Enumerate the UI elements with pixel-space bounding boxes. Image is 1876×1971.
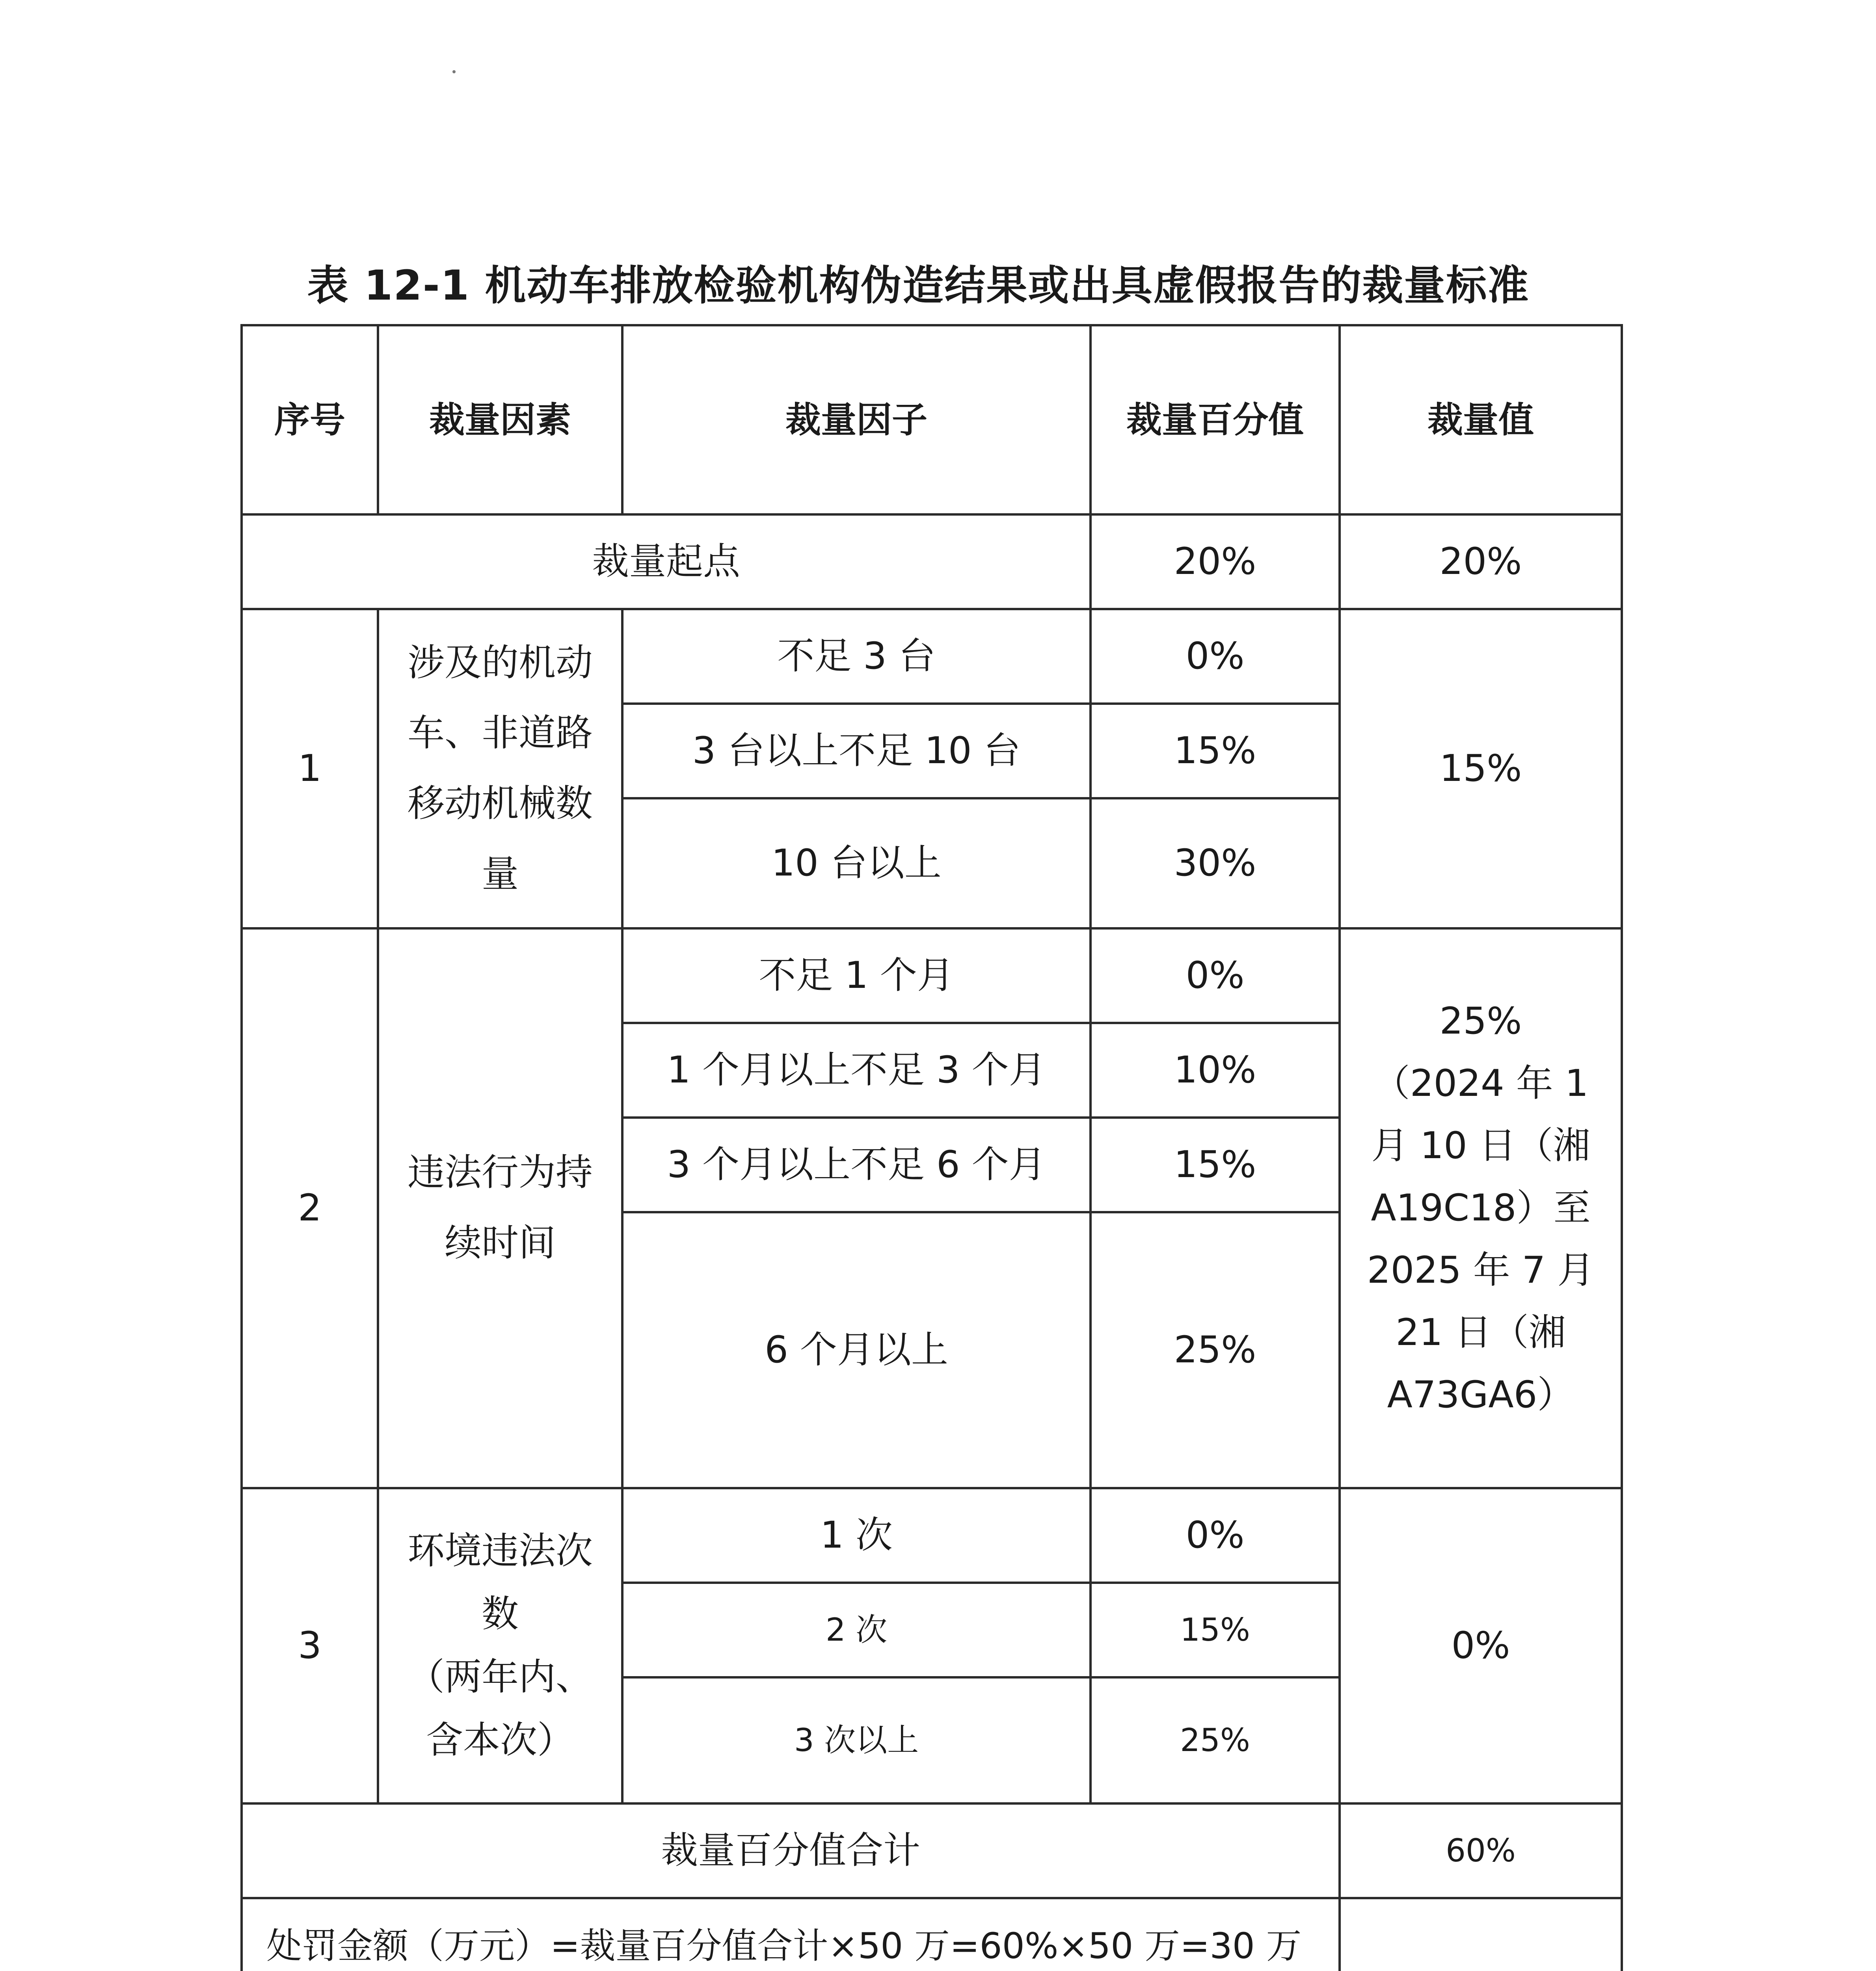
description-empty-cell: [1340, 1898, 1622, 1971]
factor2-item-label: 不足 1 个月: [622, 928, 1091, 1023]
factor2-name: [378, 928, 622, 1488]
factor2-value-line: 2025 年 7 月: [1367, 1248, 1595, 1292]
start-percent: 20%: [1091, 514, 1340, 609]
factor1-item-label: 不足 3 台: [622, 609, 1091, 704]
factor1-name-line: 涉及的机动: [407, 641, 593, 684]
header-seq: 序号: [242, 325, 378, 514]
factor2-value: [1340, 928, 1622, 1488]
factor2-value-line: 月 10 日（湘: [1371, 1124, 1590, 1168]
header-sub-factor: 裁量因子: [622, 325, 1091, 514]
factor1-name: [378, 609, 622, 928]
factor1-item-percent: 30%: [1091, 798, 1340, 928]
factor1-seq: 1: [242, 609, 378, 928]
factor3-name: [378, 1488, 622, 1803]
penalty-formula: 处罚金额（万元）=裁量百分值合计×50 万=60%×50 万=30 万: [266, 1925, 1302, 1967]
factor3-value: 0%: [1340, 1488, 1622, 1803]
factor1-name-line: 车、非道路: [407, 712, 593, 755]
factor3-item-label: 1 次: [622, 1488, 1091, 1583]
factor2-item-percent: 25%: [1091, 1212, 1340, 1488]
factor3-item-label: 2 次: [622, 1583, 1091, 1677]
factor2-item-label: 1 个月以上不足 3 个月: [622, 1023, 1091, 1118]
factor1-item-percent: 0%: [1091, 609, 1340, 704]
factor3-name-line: （两年内、: [407, 1656, 593, 1699]
factor2-value-line: 21 日（湘: [1396, 1311, 1566, 1354]
factor2-item-percent: 15%: [1091, 1118, 1340, 1212]
total-label: 裁量百分值合计: [242, 1803, 1340, 1898]
factor2-item-label: 3 个月以上不足 6 个月: [622, 1118, 1091, 1212]
factor3-item-percent: 15%: [1091, 1583, 1340, 1677]
factor2-item-percent: 0%: [1091, 928, 1340, 1023]
description-row: [242, 1898, 1622, 1971]
start-value: 20%: [1340, 514, 1622, 609]
factor1-item-percent: 15%: [1091, 704, 1340, 798]
factor3-row1: [242, 1488, 1622, 1583]
penalty-description: [242, 1898, 1340, 1971]
factor2-name-line: 违法行为持: [407, 1151, 593, 1194]
factor3-item-percent: 25%: [1091, 1677, 1340, 1803]
factor2-seq: 2: [242, 928, 378, 1488]
factor1-item-label: 10 台以上: [622, 798, 1091, 928]
factor3-item-label: 3 次以上: [622, 1677, 1091, 1803]
factor1-row1: [242, 609, 1622, 704]
start-label: 裁量起点: [242, 514, 1091, 609]
factor2-item-label: 6 个月以上: [622, 1212, 1091, 1488]
header-value: 裁量值: [1340, 325, 1622, 514]
discretion-standard-table: [240, 324, 1623, 1971]
factor1-name-line: 移动机械数: [407, 782, 593, 825]
factor1-value: 15%: [1340, 609, 1622, 928]
factor1-item-label: 3 台以上不足 10 台: [622, 704, 1091, 798]
header-percent: 裁量百分值: [1091, 325, 1340, 514]
total-row: [242, 1803, 1622, 1898]
header-row: [242, 325, 1622, 514]
factor3-item-percent: 0%: [1091, 1488, 1340, 1583]
start-row: [242, 514, 1622, 609]
factor2-value-line: A73GA6）: [1387, 1373, 1574, 1416]
scan-speck: [452, 70, 456, 73]
factor2-value-line: 25%: [1439, 1000, 1522, 1043]
table-title: 表 12-1 机动车排放检验机构伪造结果或出具虚假报告的裁量标准: [307, 261, 1530, 309]
factor2-value-line: （2024 年 1: [1373, 1062, 1589, 1105]
factor3-name-line: 含本次）: [426, 1718, 574, 1762]
factor1-name-line: 量: [481, 852, 519, 896]
factor2-item-percent: 10%: [1091, 1023, 1340, 1118]
header-factor: 裁量因素: [378, 325, 622, 514]
factor3-seq: 3: [242, 1488, 378, 1803]
factor2-value-line: A19C18）至: [1371, 1187, 1591, 1230]
factor3-name-line: 环境违法次: [407, 1529, 593, 1573]
total-value: 60%: [1340, 1803, 1622, 1898]
factor2-name-line: 续时间: [444, 1222, 556, 1265]
factor2-row1: [242, 928, 1622, 1023]
factor3-name-line: 数: [481, 1593, 519, 1636]
